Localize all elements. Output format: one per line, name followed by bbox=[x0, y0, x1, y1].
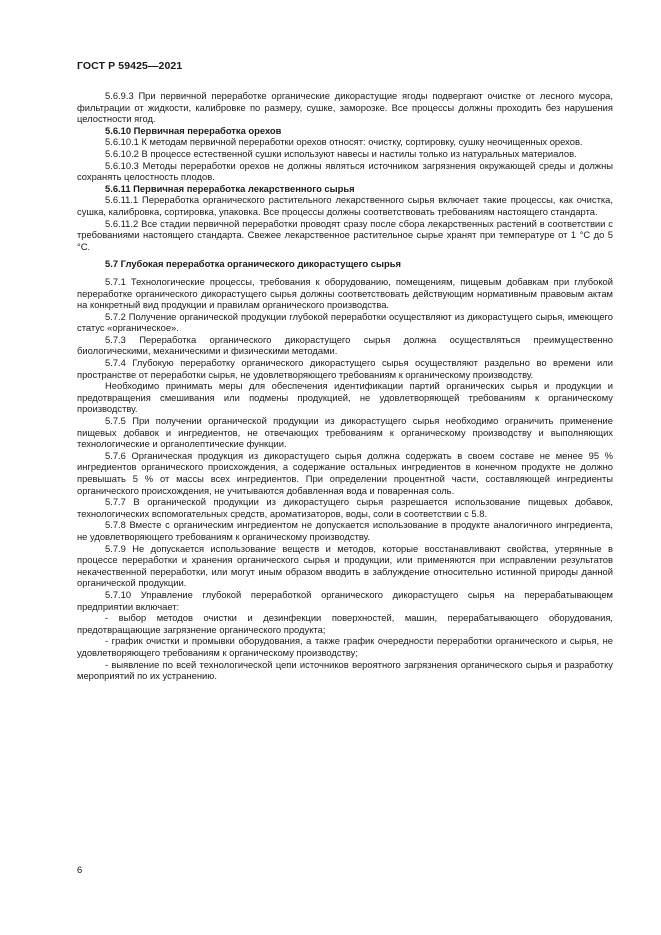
heading-5-6-10: 5.6.10 Первичная переработка орехов bbox=[105, 124, 282, 136]
paragraph-5-7-8: 5.7.8 Вместе с органическим ингредиентом не допускается использование в продукте аналогичного ингредиента, не удовлетворяющего требованиям к органическому производству. bbox=[77, 519, 613, 542]
paragraph-5-7-9: 5.7.9 Не допускается использование веществ и методов, которые восстанавливают свойства, утерянные в процессе переработки и хранения органического сырья и продукции, или применяются при исправлении результатов некачественной переработки, или могут иным образом вводить в заблуждение относительно истинной природы данной органической продукции. bbox=[77, 542, 613, 589]
document-body bbox=[77, 90, 613, 682]
list-item: - выявление по всей технологической цепи источников вероятного загрязнения органического сырья и разработку мероприятий по их устранению. bbox=[77, 658, 613, 682]
section-heading-5-7: 5.7 Глубокая переработка органического дикорастущего сырья bbox=[105, 258, 401, 270]
page-number: 6 bbox=[77, 864, 83, 875]
paragraph-5-7-3: 5.7.3 Переработка органического дикорастущего сырья должна осуществляться преимущественно биологическими, механическими и физическими методами. bbox=[77, 333, 613, 357]
paragraph-5-7-6: 5.7.6 Органическая продукция из дикорастущего сырья должна содержать в своем составе не менее 95 % ингредиентов органического происхождения, а содержание остальных ингредиентов в конечном продукте не должно превышать 5 % от массы всех ингредиентов. При определении процентной части, составляющей ингредиенты органического происхождения, не учитываются добавленная вода и поваренная соль. bbox=[77, 449, 613, 496]
paragraph-5-7-4: 5.7.4 Глубокую переработку органического дикорастущего сырья осуществляют раздельно во времени или пространстве от переработки сырья, не удовлетворяющего требованиям к органическому производству. bbox=[77, 357, 613, 380]
paragraph-5-6-10-3: 5.6.10.3 Методы переработки орехов не должны являться источником загрязнения окружающей среды и должны сохранять целостность плодов. bbox=[77, 159, 613, 183]
paragraph-5-6-10-1: 5.6.10.1 К методам первичной переработки орехов относят: очистку, сортировку, сушку неочищенных орехов. bbox=[105, 136, 583, 148]
paragraph-5-7-5: 5.7.5 При получении органической продукции из дикорастущего сырья необходимо ограничить применение пищевых добавок и ингредиентов, не отвечающих требованиям к органическому производству и выполняющих технологические и органолептические функции. bbox=[77, 415, 613, 450]
paragraph-5-7-1: 5.7.1 Технологические процессы, требования к оборудованию, помещениям, пищевым добавкам при глубокой переработке органического дикорастущего сырья должны соответствовать действующим нормативным правовым актам на конкретный вид продукции и правилам органического производства. bbox=[77, 275, 613, 311]
paragraph-5-6-11-2: 5.6.11.2 Все стадии первичной переработки проводят сразу после сбора лекарственных растений в соответствии с требованиями настоящего стандарта. Свежее лекарственное растительное сырье хранят при температуре от 1 °С до 5 °С. bbox=[77, 217, 613, 252]
paragraph-identification: Необходимо принимать меры для обеспечения идентификации партий органических сырья и продукции и предотвращения смешивания или подмены продукцией, не удовлетворяющей требованиям к органическому производству. bbox=[77, 380, 613, 415]
list-item: - график очистки и промывки оборудования, а также график очередности переработки органического и сырья, не удовлетворяющего требованиям к органическому производству; bbox=[77, 635, 613, 658]
list-item: - выбор методов очистки и дезинфекции поверхностей, машин, перерабатывающего оборудования, предотвращающие загрязнение органического продукта; bbox=[77, 612, 613, 635]
paragraph-5-6-9-3: 5.6.9.3 При первичной переработке органические дикорастущие ягоды подвергают очистке от лесного мусора, фильтрации от жидкости, калибровке по размеру, сушке, заморозке. Все процессы должны проходить без нарушения целостности ягод. bbox=[77, 90, 613, 125]
paragraph-5-6-10-2: 5.6.10.2 В процессе естественной сушки используют навесы и настилы только из натуральных материалов. bbox=[105, 147, 577, 159]
paragraph-5-7-10: 5.7.10 Управление глубокой переработкой органического дикорастущего сырья на перерабатывающем предприятии включает: bbox=[77, 588, 613, 612]
paragraph-5-7-2: 5.7.2 Получение органической продукции глубокой переработки осуществляют из дикорастущего сырья, имеющего статус «органическое». bbox=[77, 310, 613, 334]
paragraph-5-6-11-1: 5.6.11.1 Переработка органического растительного лекарственного сырья включает такие процессы, как очистка, сушка, калибровка, сортировка, упаковка. Все процессы должны соответствовать требованиям настоящего стандарта. bbox=[77, 194, 613, 217]
paragraph-5-7-7: 5.7.7 В органической продукции из дикорастущего сырья разрешается использование пищевых добавок, технологических вспомогательных средств, ароматизаторов, воды, соли в соответствии с 5.8. bbox=[77, 496, 613, 519]
heading-5-6-11: 5.6.11 Первичная переработка лекарственного сырья bbox=[105, 182, 355, 194]
document-id: ГОСТ Р 59425—2021 bbox=[77, 60, 183, 72]
